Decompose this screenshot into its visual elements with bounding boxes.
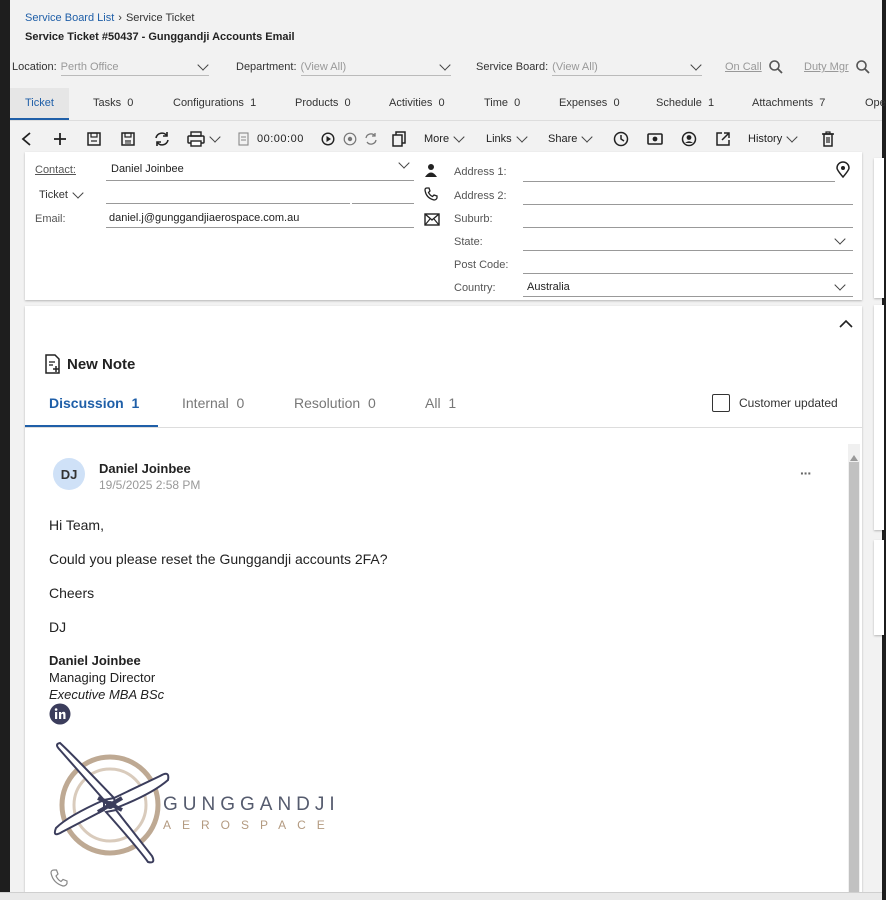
breadcrumb-current: Service Ticket — [125, 12, 195, 24]
logo-subtitle: AEROSPACE — [163, 818, 336, 832]
refresh-icon[interactable] — [153, 130, 171, 148]
add-icon[interactable] — [52, 130, 68, 148]
search-icon[interactable] — [768, 59, 784, 75]
chevron-down-icon[interactable] — [836, 234, 844, 246]
phone-field[interactable] — [106, 203, 350, 204]
chevron-up-icon[interactable] — [838, 316, 854, 334]
ticket-dropdown[interactable]: Ticket — [39, 189, 82, 201]
copy-icon[interactable] — [392, 130, 406, 148]
person-icon[interactable] — [424, 163, 438, 180]
country-value: Australia — [527, 281, 570, 293]
links-label: Links — [486, 133, 512, 145]
state-select[interactable] — [523, 250, 853, 251]
department-value: (View All) — [300, 60, 347, 73]
save-icon[interactable] — [86, 130, 102, 148]
country-label: Country: — [454, 282, 496, 294]
service-board-select[interactable] — [552, 59, 702, 76]
avatar: DJ — [53, 458, 85, 490]
address1-field[interactable] — [523, 181, 835, 182]
scrollbar-thumb[interactable] — [849, 462, 859, 892]
timer-start-icon[interactable] — [321, 130, 335, 148]
phone-extension-field[interactable] — [352, 203, 414, 204]
history-label: History — [748, 133, 783, 145]
history-menu[interactable] — [748, 130, 796, 148]
new-note-button[interactable] — [44, 354, 135, 374]
note-greeting: Hi Team, — [49, 517, 104, 533]
more-menu[interactable] — [424, 130, 463, 148]
window-bottom-edge — [0, 892, 882, 900]
timer-reset-icon[interactable] — [364, 130, 378, 148]
customer-updated-label: Customer updated — [739, 396, 838, 410]
tab-ticket[interactable]: Ticket — [10, 88, 69, 120]
tab-discussion[interactable]: Discussion 1 — [49, 395, 140, 411]
location-value: Perth Office — [60, 60, 119, 73]
chevron-down-icon — [209, 131, 220, 142]
side-card — [874, 540, 884, 635]
print-icon[interactable] — [187, 130, 219, 148]
envelope-icon[interactable] — [424, 213, 440, 229]
tab-schedule[interactable]: Schedule 1 — [656, 97, 715, 109]
customer-updated-toggle[interactable] — [712, 394, 838, 412]
logo-wordmark: GUNGGANDJI — [163, 794, 340, 815]
camera-icon[interactable] — [647, 130, 663, 148]
tab-internal[interactable]: Internal 0 — [182, 395, 245, 411]
contact-select[interactable] — [111, 163, 408, 175]
signature-qualifications: Executive MBA BSc — [49, 687, 165, 702]
links-menu[interactable] — [486, 130, 526, 148]
postcode-field[interactable] — [523, 273, 853, 274]
note-initials: DJ — [49, 619, 67, 635]
ticket-toolbar — [10, 126, 882, 152]
email-value: daniel.j@gunggandjiaerospace.com.au — [109, 212, 300, 224]
timer-stop-icon[interactable] — [343, 130, 357, 148]
chevron-down-icon — [72, 187, 83, 198]
user-circle-icon[interactable] — [681, 130, 697, 148]
service-board-value: (View All) — [552, 60, 598, 73]
new-note-label: New Note — [67, 355, 136, 373]
chevron-down-icon — [453, 131, 464, 142]
location-select[interactable] — [61, 59, 209, 76]
side-card — [874, 158, 884, 298]
on-call-link[interactable]: On Call — [725, 61, 762, 73]
chevron-down-icon — [197, 59, 208, 70]
open-external-icon[interactable] — [715, 130, 731, 148]
tab-configurations[interactable]: Configurations 1 — [173, 97, 257, 109]
chevron-down-icon[interactable] — [836, 280, 844, 292]
save-and-close-icon[interactable] — [120, 130, 136, 148]
timer-control[interactable] — [238, 130, 304, 148]
phone-icon[interactable] — [424, 187, 438, 204]
tab-resolution[interactable]: Resolution 0 — [294, 395, 376, 411]
new-note-icon — [44, 354, 62, 374]
tab-tasks[interactable]: Tasks 0 — [93, 97, 134, 109]
contact-label: Contact: — [35, 164, 76, 176]
tab-attachments[interactable]: Attachments 7 — [752, 97, 826, 109]
address2-label: Address 2: — [454, 190, 507, 202]
department-select[interactable] — [301, 59, 451, 76]
page-title: Service Ticket #50437 - Gunggandji Accounts Email — [25, 31, 295, 43]
suburb-field[interactable] — [523, 227, 853, 228]
contact-value: Daniel Joinbee — [111, 163, 184, 175]
breadcrumb — [25, 12, 194, 24]
address2-field[interactable] — [523, 204, 853, 205]
share-label: Share — [548, 133, 578, 145]
suburb-label: Suburb: — [454, 213, 493, 225]
customer-updated-checkbox[interactable] — [712, 394, 730, 412]
more-label: More — [424, 133, 450, 145]
search-icon[interactable] — [855, 59, 871, 75]
company-logo — [48, 740, 348, 875]
delete-icon[interactable] — [821, 130, 835, 148]
email-label: Email: — [35, 213, 66, 225]
location-label: Location: — [12, 61, 57, 73]
country-select[interactable] — [523, 296, 853, 297]
tab-opportunity[interactable]: Ope — [865, 97, 886, 109]
department-label: Department: — [236, 61, 297, 73]
tab-expenses[interactable]: Expenses 0 — [559, 97, 620, 109]
chevron-down-icon — [690, 59, 701, 70]
timer-value: 00:00:00 — [257, 133, 304, 145]
note-author: Daniel Joinbee — [99, 461, 191, 476]
service-board-label: Service Board: — [476, 61, 549, 73]
chevron-down-icon — [787, 131, 798, 142]
back-icon[interactable] — [20, 130, 34, 148]
email-field[interactable] — [109, 212, 299, 224]
clock-icon[interactable] — [613, 130, 629, 148]
duty-manager-link[interactable]: Duty Mgr — [804, 61, 849, 73]
signature-role: Managing Director — [49, 670, 156, 685]
postcode-label: Post Code: — [454, 259, 509, 271]
ticket-tabs — [10, 88, 886, 121]
tab-activities[interactable]: Activities 0 — [389, 97, 445, 109]
signature-name: Daniel Joinbee — [49, 653, 141, 668]
share-menu[interactable] — [548, 130, 591, 148]
map-pin-icon[interactable] — [836, 162, 850, 181]
breadcrumb-separator-icon: › — [118, 12, 122, 24]
chevron-down-icon — [516, 131, 527, 142]
tab-all[interactable]: All 1 — [425, 395, 457, 411]
tab-time[interactable]: Time 0 — [484, 97, 521, 109]
service-ticket-app — [10, 0, 886, 892]
note-timestamp: 19/5/2025 2:58 PM — [99, 478, 201, 492]
tab-products[interactable]: Products 0 — [295, 97, 351, 109]
filter-bar — [10, 58, 882, 76]
address1-label: Address 1: — [454, 166, 507, 178]
phone-icon — [50, 869, 68, 892]
breadcrumb-service-board-list[interactable]: Service Board List — [25, 12, 115, 24]
note-signoff: Cheers — [49, 585, 95, 601]
state-label: State: — [454, 236, 483, 248]
note-menu-icon[interactable]: ··· — [800, 465, 811, 481]
chevron-down-icon — [439, 59, 450, 70]
note-body: Could you please reset the Gunggandji accounts 2FA? — [49, 551, 388, 567]
tabs-divider — [25, 427, 862, 428]
chevron-down-icon — [582, 131, 593, 142]
linkedin-icon[interactable] — [49, 703, 71, 730]
side-card — [874, 305, 884, 530]
